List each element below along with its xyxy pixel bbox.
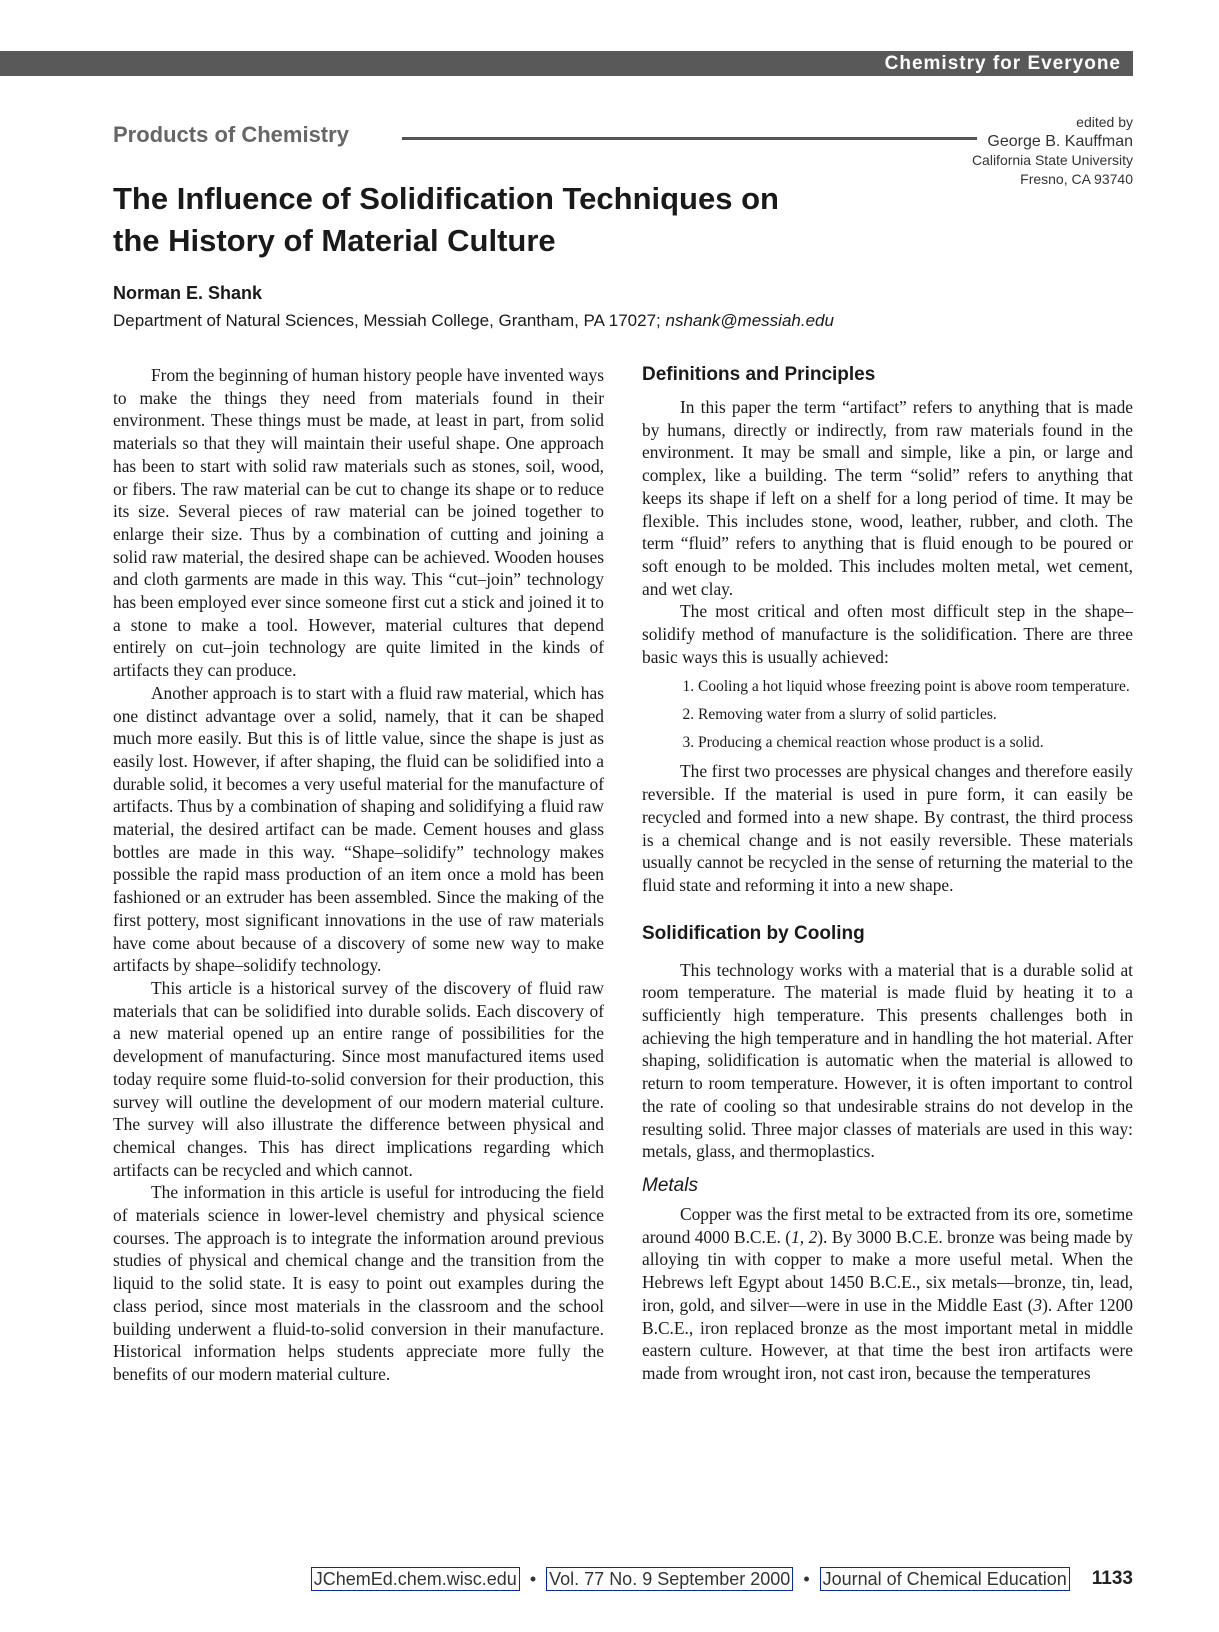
page-number: 1133 — [1091, 1568, 1133, 1589]
author-name: Norman E. Shank — [113, 283, 263, 303]
article-title: The Influence of Solidification Techniques on the History of Material Culture — [113, 181, 779, 258]
text-run: ). After 1200 B.C.E., iron replaced bronze as the most important metal in middle eastern culture. However, at that time the best iron artifacts were made from wrought iron, not cast iron, because the temperatures — [642, 1294, 1133, 1383]
body-paragraph: The first two processes are physical changes and therefore easily reversible. If the material is used in pure form, it can easily be recycled and formed into a new shape. By contrast, the third process is a chemical change and is not easily reversible. These materials usually cannot be recycled in the sense of returning the material to the fluid state and reforming it into a new shape. — [642, 761, 1133, 895]
text-run: Copper was the first metal to be extracted from its ore, sometime around 4000 B.C.E. ( — [642, 1203, 1133, 1247]
editor-name: George B. Kauffman — [987, 133, 1133, 150]
bullet-separator: • — [803, 1568, 810, 1589]
list-item: 2. Removing water from a slurry of solid particles. — [698, 704, 1133, 726]
journal-site-link[interactable]: JChemEd.chem.wisc.edu — [311, 1567, 520, 1591]
body-paragraph: In this paper the term “artifact” refers to anything that is made by humans, directly or indirectly, from raw materials found in the environment. It may be small and simple, like a pin, or large and complex, like a building. The term “solid” refers to anything that keeps its shape if left on a shelf for a long period of time. It may be flexible. This includes stone, wood, leather, rubber, and cloth. The term “fluid” refers to anything that is fluid enough to be poured or soft enough to be molded. This includes molten metal, wet cement, and wet clay. — [642, 397, 1133, 599]
subsection-heading-metals: Metals — [642, 1174, 698, 1196]
author-affiliation — [113, 311, 834, 331]
section-heading-cooling: Solidification by Cooling — [642, 922, 865, 944]
citation-ref: 1, 2 — [791, 1226, 818, 1247]
left-column — [113, 364, 604, 1386]
body-paragraph: The most critical and often most difficult step in the shape–solidify method of manufacture is the solidification. There are three basic ways this is usually achieved: — [642, 601, 1133, 667]
page-footer — [311, 1566, 1133, 1592]
editor-city: Fresno, CA 93740 — [1020, 171, 1133, 187]
body-paragraph: The information in this article is useful for introducing the field of materials science in lower-level chemistry and physical science courses. The approach is to integrate the information around previous studies of physical and chemical change and the transition from the liquid to the solid state. It is easy to point out examples during the class period, since most materials in the classroom and the school building underwent a fluid-to-solid conversion in their manufacture. Historical information helps students appreciate more fully the benefits of our modern material culture. — [113, 1182, 604, 1384]
editor-institution: California State University — [971, 152, 1133, 168]
text-run: ). By 3000 B.C.E. bronze was being made by alloying tin with copper to make a more useful metal. When the Hebrews left Egypt about 1450 B.C.E., six metals—bronze, tin, lead, iron, gold, and silver—were in use in the Middle East ( — [642, 1226, 1133, 1315]
series-title: Chemistry for Everyone — [884, 53, 1121, 74]
list-item: 1. Cooling a hot liquid whose freezing point is above room temperature. — [698, 676, 1133, 698]
body-paragraph: This technology works with a material that is a durable solid at room temperature. The material is made fluid by heating it to a sufficiently high temperature. This presents challenges both in achieving the high temperature and in handling the hot material. After shaping, solidification is automatic when the material is allowed to return to room temperature. However, it is often important to control the rate of cooling so that undesirable strains do not develop in the resulting solid. Three major classes of materials are used in this way: metals, glass, and thermoplastics. — [642, 959, 1133, 1162]
journal-name-link[interactable]: Journal of Chemical Education — [820, 1567, 1070, 1591]
author-email[interactable]: nshank@messiah.edu — [665, 311, 834, 330]
solidification-methods-list — [642, 676, 1133, 754]
affiliation-text: Department of Natural Sciences, Messiah College, Grantham, PA 17027; — [113, 311, 661, 330]
bullet-separator: • — [529, 1568, 537, 1589]
body-paragraph — [642, 1203, 1133, 1385]
body-paragraph: This article is a historical survey of the discovery of fluid raw materials that can be solidified into durable solids. Each discovery of a new material opened up an entire range of possibilities for the development of manufacturing. Since most manufactured items used today require some fluid-to-solid conversion for their production, this survey will outline the development of our modern material culture. The survey will also illustrate the difference between physical and chemical changes. This has direct implications regarding which artifacts can be recycled and which cannot. — [113, 977, 604, 1180]
editor-block — [972, 113, 1133, 189]
header-bar — [0, 51, 1133, 76]
citation-ref: 3 — [1033, 1294, 1043, 1315]
section-heading-definitions: Definitions and Principles — [642, 364, 876, 385]
right-column — [642, 362, 1133, 1385]
edited-by-label: edited by — [1076, 114, 1133, 130]
section-divider — [402, 137, 977, 140]
body-paragraph: From the beginning of human history people have invented ways to make the things they need from materials found in their environment. These things must be made, at least in part, from solid materials so that they will maintain their useful shape. One approach has been to start with solid raw materials such as stones, soil, wood, or fibers. The raw material can be cut to change its shape or to reduce its size. Several pieces of raw material can be joined together to enlarge their size. Thus by a combination of cutting and joining a solid raw material, the desired shape can be achieved. Wooden houses and cloth garments are made in this way. This “cut–join” technology has been employed ever since someone first cut a stick and joined it to a stone to make a tool. However, material cultures that depend entirely on cut–join technology are quite limited in the kinds of artifacts they can produce. — [113, 365, 604, 681]
body-paragraph: Another approach is to start with a fluid raw material, which has one distinct advantage over a solid, namely, that it can be shaped much more easily. But this is of little value, since the shape is just as easily lost. However, if after shaping, the fluid can be solidified into a durable solid, it becomes a very useful material for the manufacture of artifacts. Thus by a combination of shaping and solidifying a fluid raw material, the desired artifact can be made. Cement houses and glass bottles are made in this way. “Shape–solidify” technology makes possible the rapid mass production of an item once a mold has been fashioned or an extruder has been assembled. Since the making of the first pottery, most significant innovations in the use of raw materials have come about because of a discovery of some new way to make artifacts by shape–solidify technology. — [113, 682, 604, 976]
volume-link[interactable]: Vol. 77 No. 9 September 2000 — [546, 1567, 793, 1591]
list-item: 3. Producing a chemical reaction whose product is a solid. — [698, 732, 1133, 754]
column-title: Products of Chemistry — [113, 122, 349, 147]
